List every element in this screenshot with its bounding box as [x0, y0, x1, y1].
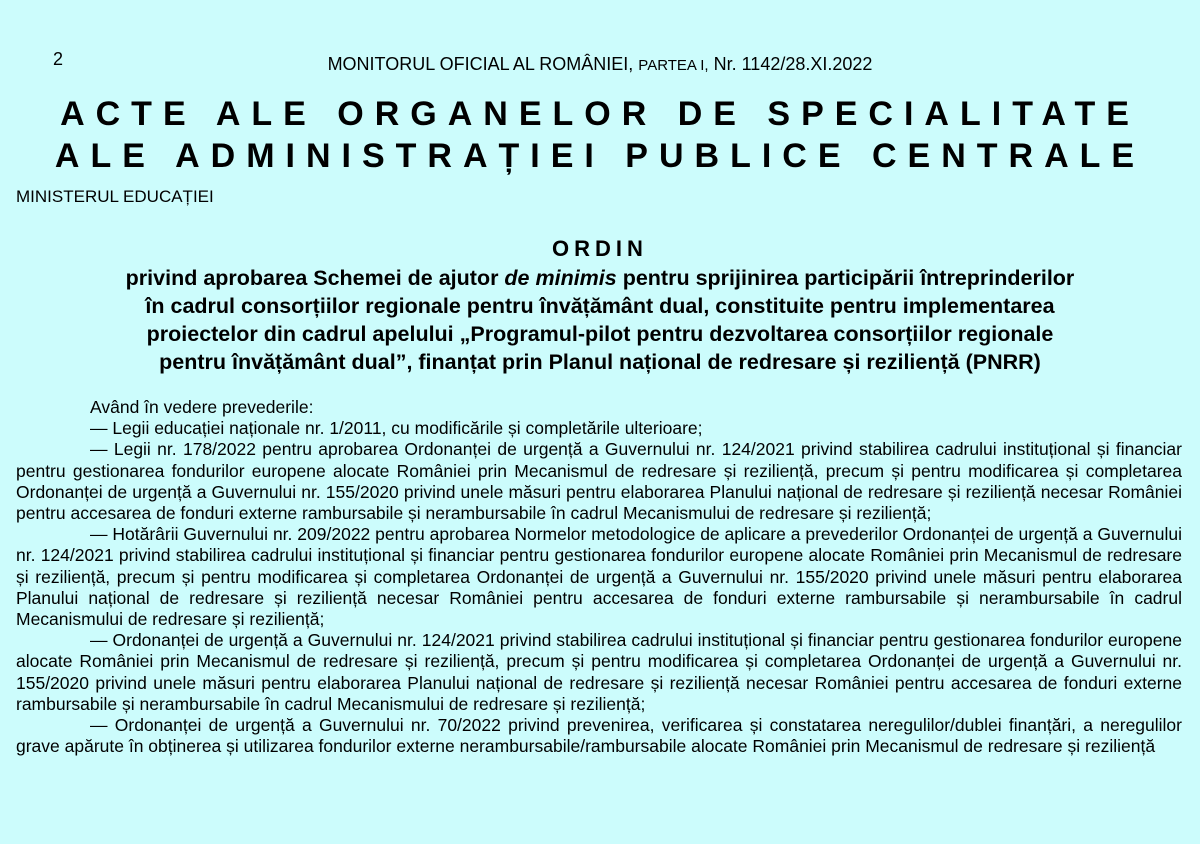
document-title — [0, 264, 1200, 376]
section-heading — [0, 93, 1200, 177]
title-text: pentru sprijinirea participării întreprinderilor — [616, 266, 1075, 290]
issuing-ministry: MINISTERUL EDUCAȚIEI — [16, 187, 214, 206]
running-header — [0, 54, 1200, 75]
preamble-item: — Ordonanței de urgență a Guvernului nr. 124/2021 privind stabilirea cadrului instituțional și financiar pentru gestionarea fondurilor europene alocate României prin Mecanismul de redresare și reziliență, precum și pentru modificarea și completarea Ordonanței de urgență a Guvernului nr. 155/2020 privind unele măsuri pentru elaborarea Planului național de redresare și reziliență necesar României pentru accesarea de fonduri externe rambursabile și nerambursabile în cadrul Mecanismului de redresare și reziliență; — [16, 630, 1182, 714]
document-body — [16, 397, 1182, 757]
document-title-line-2: în cadrul consorțiilor regionale pentru învățământ dual, constituite pentru implementarea — [145, 294, 1055, 318]
section-heading-line-2: ALE ADMINISTRAȚIEI PUBLICE CENTRALE — [54, 137, 1146, 175]
preamble-item: — Legii nr. 178/2022 pentru aprobarea Ordonanței de urgență a Guvernului nr. 124/2021 privind stabilirea cadrului instituțional și financiar pentru gestionarea fondurilor europene alocate României prin Mecanismul de redresare și reziliență, precum și pentru modificarea și completarea Ordonanței de urgență a Guvernului nr. 155/2020 privind unele măsuri pentru elaborarea Planului național de redresare și reziliență necesar României pentru accesarea de fonduri externe rambursabile și nerambursabile în cadrul Mecanismului de redresare și reziliență; — [16, 439, 1182, 524]
title-italic-term: de minimis — [504, 266, 617, 290]
preamble-item: — Hotărârii Guvernului nr. 209/2022 pentru aprobarea Normelor metodologice de aplicare a prevederilor Ordonanței de urgență a Guvernului nr. 124/2021 privind stabilirea cadrului instituțional și financiar pentru gestionarea fondurilor europene alocate României prin Mecanismul de redresare și reziliență, precum și pentru modificarea și completarea Ordonanței de urgență a Guvernului nr. 155/2020 privind unele măsuri pentru elaborarea Planului național de redresare și reziliență necesar României pentru accesarea de fonduri externe rambursabile și nerambursabile în cadrul Mecanismului de redresare și reziliență; — [16, 524, 1182, 630]
section-heading-line-1: ACTE ALE ORGANELOR DE SPECIALITATE — [60, 95, 1140, 133]
page-number: 2 — [53, 49, 64, 69]
document-type: ORDIN — [552, 236, 648, 261]
preamble-item: — Legii educației naționale nr. 1/2011, cu modificările și completările ulterioare; — [90, 418, 703, 439]
publication-part: PARTEA I, — [638, 57, 709, 74]
title-text: privind aprobarea Schemei de ajutor — [125, 266, 505, 290]
document-title-line-4: pentru învățământ dual”, finanțat prin Planul național de redresare și reziliență (PNRR) — [159, 350, 1041, 374]
publication-name: MONITORUL OFICIAL AL ROMÂNIEI, — [327, 54, 634, 74]
document-title-line-3: proiectelor din cadrul apelului „Programul-pilot pentru dezvoltarea consorțiilor regionale — [146, 322, 1054, 346]
document-title-line-1 — [0, 264, 1200, 292]
preamble-item: — Ordonanței de urgență a Guvernului nr. 70/2022 privind prevenirea, verificarea și constatarea neregulilor/dublei finanțări, a neregulilor grave apărute în obținerea și utilizarea fondurilor externe nerambursabile/rambursabile alocate României prin Mecanismul de redresare și reziliență — [16, 715, 1182, 757]
preamble-intro: Având în vedere prevederile: — [90, 397, 314, 417]
issue-number: Nr. 1142/28.XI.2022 — [713, 54, 873, 74]
